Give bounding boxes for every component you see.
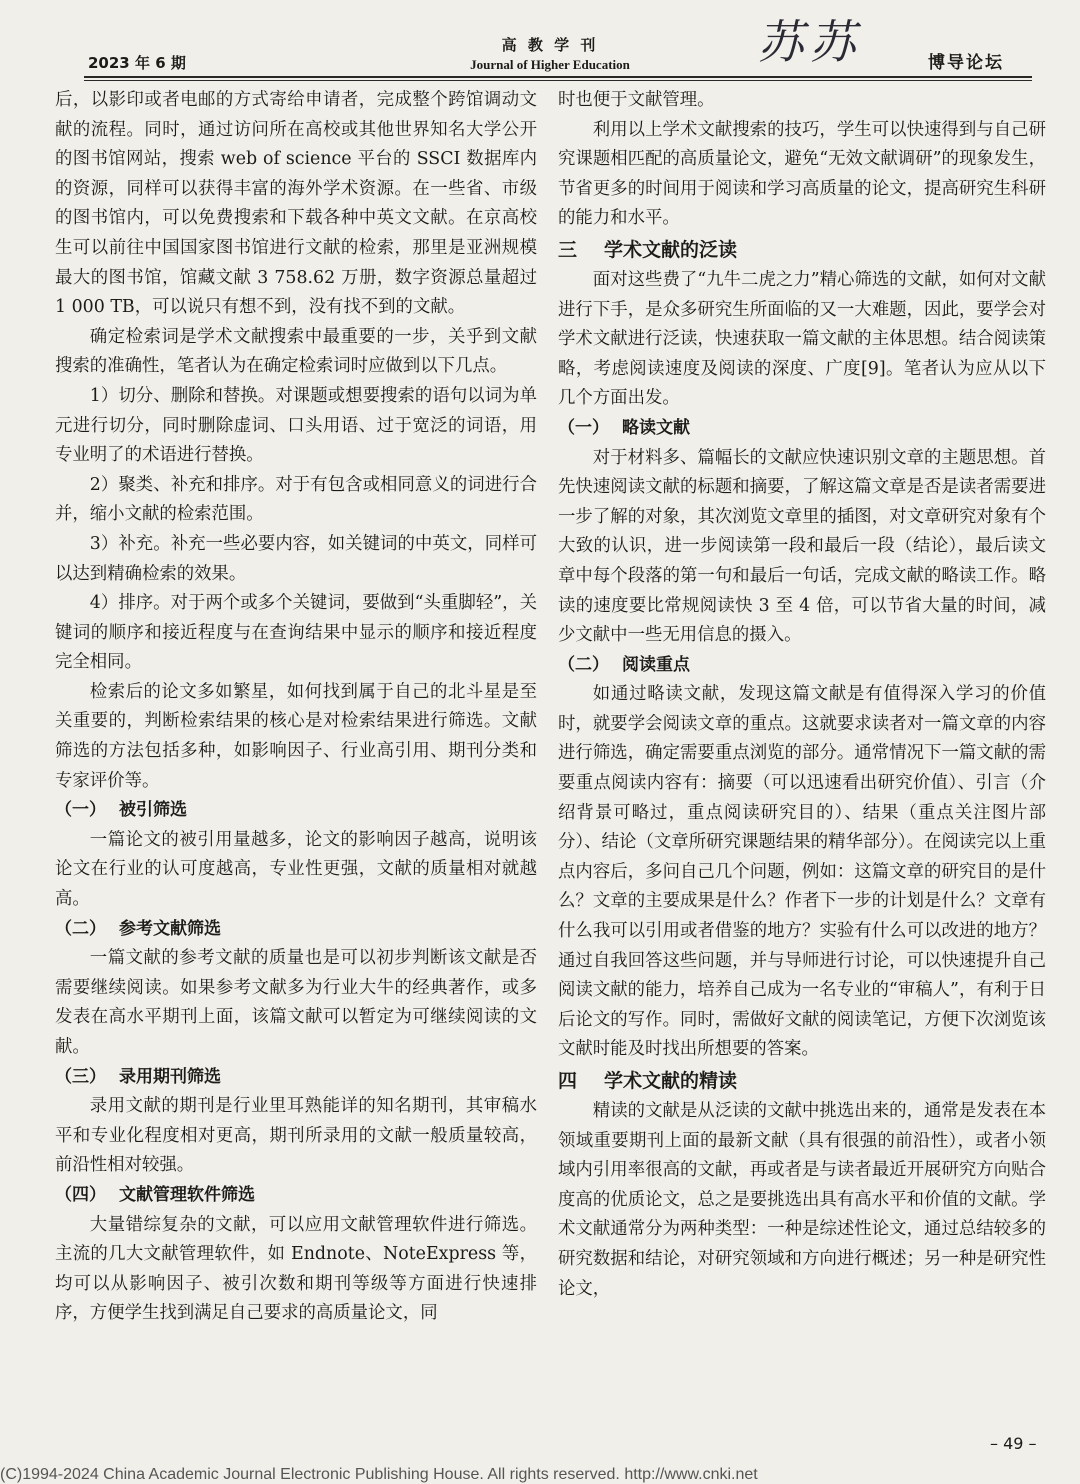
paragraph: 利用以上学术文献搜索的技巧，学生可以快速得到与自己研究课题相匹配的高质量论文，避免“无效文献调研”的现象发生，节省更多的时间用于阅读和学习高质量的论文，提高研究生科研的能力和水平。 (558, 119, 1046, 229)
paragraph: 如通过略读文献，发现这篇文献是有值得深入学习的价值时，就要学会阅读文章的重点。这就要求读者对一篇文章的内容进行筛选，确定需要重点浏览的部分。通常情况下一篇文献的需要重点阅读内容有：摘要（可以迅速看出研究价值）、引言（介绍背景可略过，重点阅读研究目的）、结果（重点关注图片部分）、结论（文章所研究课题结果的精华部分）。在阅读完以上重点内容后，多问自己几个问题，例如：这篇文章的研究目的是什么？文章的主要成果是什么？作者下一步的计划是什么？文章有什么我可以引用或者借鉴的地方？实验有什么可以改进的地方？通过自我回答这些问题，并与导师进行讨论，可以快速提升自己阅读文献的能力，培养自己成为一名专业的“审稿人”，有利于日后论文的写作。同时，需做好文献的阅读笔记，方便下次浏览该文献时能及时找出所想要的答案。 (558, 684, 1046, 1060)
paragraph: 1）切分、删除和替换。对课题或想要搜索的语句以词为单元进行切分，同时删除虚词、口头用语、过于宽泛的词语，用专业明了的术语进行替换。 (55, 385, 537, 466)
copyright-line: (C)1994-2024 China Academic Journal Electronic Publishing House. All rights reserved. http://www.cnki.net (0, 1466, 758, 1483)
journal-title-en: Journal of Higher Education (470, 57, 630, 72)
section-heading: 三 学术文献的泛读 (558, 238, 738, 261)
subsection-heading: （一） 被引筛选 (55, 800, 187, 821)
header-rule (84, 76, 1032, 78)
right-column (558, 86, 1046, 1304)
paragraph: 一篇文献的参考文献的质量也是可以初步判断该文献是否需要继续阅读。如果参考文献多为行业大牛的经典著作，或多发表在高水平期刊上面，该篇文献可以暂定为可继续阅读的文献。 (55, 948, 537, 1057)
paragraph: 对于材料多、篇幅长的文献应快速识别文章的主题思想。首先快速阅读文献的标题和摘要，了解这篇文章是否是读者需要进一步了解的对象，其次浏览文章里的插图，对文章研究对象有个大致的认识，进一步阅读第一段和最后一段（结论），最后读文章中每个段落的第一句和最后一句话，完成文献的略读工作。略读的速度要比常规阅读快 3 至 4 倍，可以节省大量的时间，减少文献中一些无用信息的摄入。 (558, 447, 1046, 646)
paragraph: 3）补充。补充一些必要内容，如关键词的中英文，同样可以达到精确检索的效果。 (55, 533, 537, 584)
subsection-heading: （三） 录用期刊筛选 (55, 1066, 221, 1087)
paragraph: 录用文献的期刊是行业里耳熟能详的知名期刊，其审稿水平和专业化程度相对更高，期刊所录用的文献一般质量较高，前沿性相对较强。 (55, 1096, 537, 1176)
section-heading: 四 学术文献的精读 (558, 1070, 738, 1092)
page-number: – 49 – (990, 1434, 1037, 1453)
paragraph: 检索后的论文多如繁星，如何找到属于自己的北斗星是至关重要的，判断检索结果的核心是对检索结果进行筛选。文献筛选的方法包括多种，如影响因子、行业高引用、期刊分类和专家评价等。 (55, 681, 537, 791)
left-column (55, 86, 537, 1329)
issue-label: 2023 年 6 期 (88, 54, 186, 72)
paragraph: 一篇论文的被引用量越多，论文的影响因子越高，说明该论文在行业的认可度越高，专业性更强，文献的质量相对就越高。 (55, 829, 537, 910)
paragraph: 精读的文献是从泛读的文献中挑选出来的，通常是发表在本领域重要期刊上面的最新文献（具有很强的前沿性），或者小领域内引用率很高的文献，再或者是与读者最近开展研究方向贴合度高的优质论文，总之是要挑选出具有高水平和价值的文献。学术文献通常分为两种类型：一种是综述性论文，通过总结较多的研究数据和结论，对研究领域和方向进行概述；另一种是研究性论文， (558, 1101, 1046, 1299)
paragraph: 大量错综复杂的文献，可以应用文献管理软件进行筛选。主流的几大文献管理软件，如 Endnote、NoteExpress 等，均可以从影响因子、被引次数和期刊等级等方面进行快速排序，方便学生找到满足自己要求的高质量论文，同 (55, 1214, 537, 1324)
paragraph: 时也便于文献管理。 (558, 90, 715, 110)
paragraph: 4）排序。对于两个或多个关键词，要做到“头重脚轻”，关键词的顺序和接近程度与在查询结果中显示的顺序和接近程度完全相同。 (55, 593, 537, 673)
handwritten-signature: 苏苏 (755, 15, 872, 69)
subsection-heading: （二） 参考文献筛选 (55, 918, 221, 939)
paragraph: 确定检索词是学术文献搜索中最重要的一步，关乎到文献搜索的准确性，笔者认为在确定检索词时应做到以下几点。 (55, 326, 537, 377)
subsection-heading: （四） 文献管理软件筛选 (55, 1184, 255, 1205)
paragraph: 后，以影印或者电邮的方式寄给申请者，完成整个跨馆调动文献的流程。同时，通过访问所在高校或其他世界知名大学公开的图书馆网站，搜索 web of science 平台的 SSCI 数据库内的资源，同样可以获得丰富的海外学术资源。在一些省、市级的图书馆内，可以免费搜索和下载各种中英文文献。在京高校生可以前往中国国家图书馆进行文献的检索，那里是亚洲规模最大的图书馆，馆藏文献 3 758.62 万册，数字资源总量超过 1 000 TB，可以说只有想不到，没有找不到的文献。 (55, 90, 537, 318)
paragraph: 2）聚类、补充和排序。对于有包含或相同意义的词进行合并，缩小文献的检索范围。 (55, 474, 537, 525)
header-rule-thin (84, 80, 1032, 81)
subsection-heading: （二） 阅读重点 (558, 654, 690, 675)
paragraph: 面对这些费了“九牛二虎之力”精心筛选的文献，如何对文献进行下手，是众多研究生所面临的又一大难题，因此，要学会对学术文献进行泛读，快速获取一篇文献的主体思想。结合阅读策略，考虑阅读速度及阅读的深度、广度[9]。笔者认为应从以下几个方面出发。 (558, 269, 1046, 409)
section-label: 博导论坛 (928, 53, 1004, 73)
journal-title (440, 34, 660, 73)
subsection-heading: （一） 略读文献 (558, 417, 690, 438)
journal-title-cn: 高 教 学 刊 (501, 36, 599, 54)
